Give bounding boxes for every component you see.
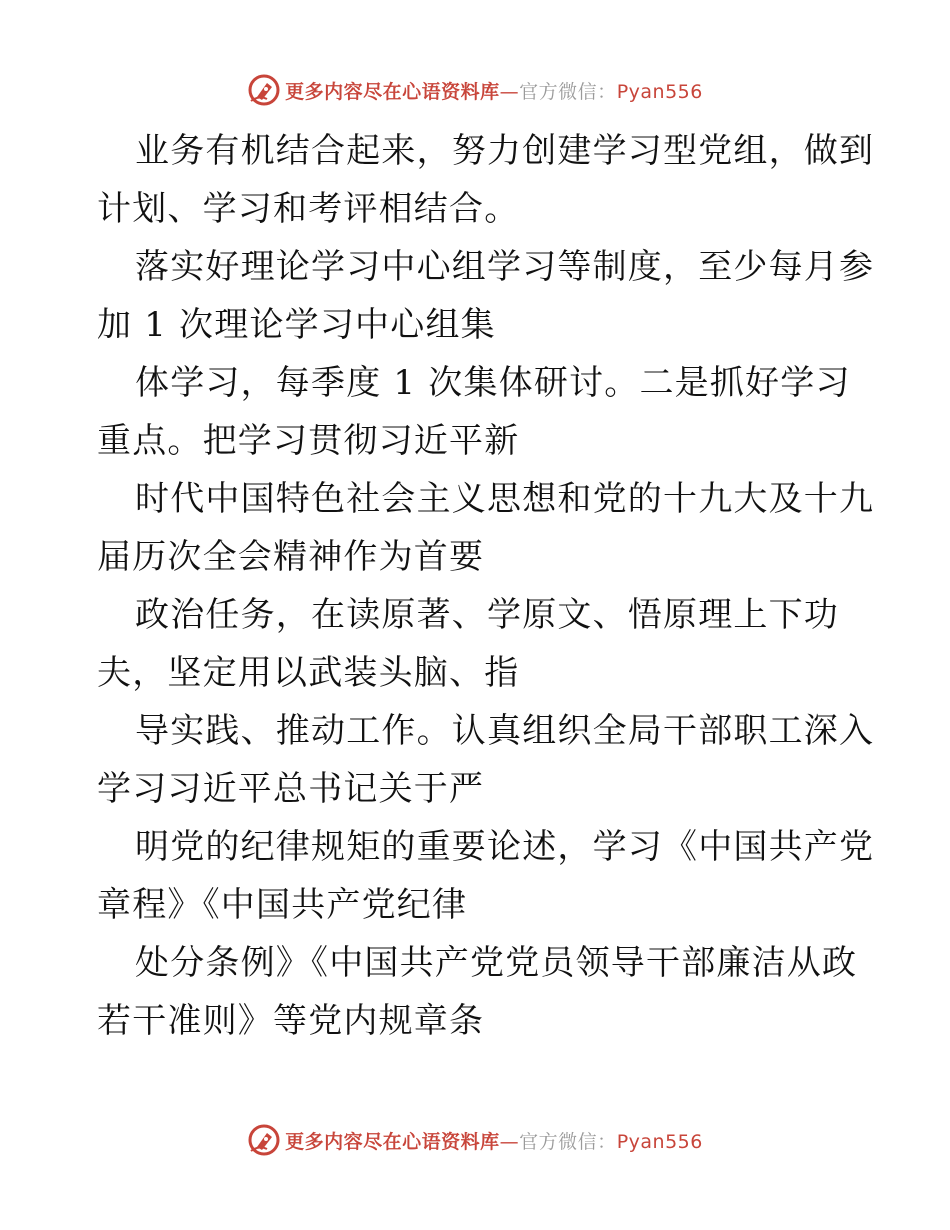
body-text-line: 落实好理论学习中心组学习等制度，至少每月参 xyxy=(135,247,875,287)
body-text-line: 学习习近平总书记关于严 xyxy=(97,769,485,809)
body-text-line: 时代中国特色社会主义思想和党的十九大及十九 xyxy=(135,479,875,519)
header-banner-text xyxy=(285,77,703,104)
footer-banner-main-text: 更多内容尽在心语资料库 xyxy=(285,1130,500,1153)
body-text-line: 处分条例》《中国共产党党员领导干部廉洁从政 xyxy=(135,943,858,983)
footer-banner-wechat-handle: Pyan556 xyxy=(616,1130,703,1153)
header-banner xyxy=(0,70,950,110)
header-banner-wechat-label: 官方微信： xyxy=(519,80,617,103)
footer-banner xyxy=(0,1120,950,1160)
body-text-line: 若干准则》等党内规章条 xyxy=(97,1001,485,1041)
body-text-line: 体学习，每季度 1 次集体研讨。二是抓好学习 xyxy=(135,363,851,403)
pen-nib-logo-icon xyxy=(247,1123,281,1157)
body-text-line: 章程》《中国共产党纪律 xyxy=(97,885,468,925)
body-text-line: 政治任务，在读原著、学原文、悟原理上下功 xyxy=(135,595,839,635)
header-banner-wechat-handle: Pyan556 xyxy=(616,80,703,103)
header-banner-main-text: 更多内容尽在心语资料库 xyxy=(285,80,500,103)
body-text-line: 重点。把学习贯彻习近平新 xyxy=(97,421,520,461)
body-text-line: 明党的纪律规矩的重要论述，学习《中国共产党 xyxy=(135,827,875,867)
body-text-line: 计划、学习和考评相结合。 xyxy=(97,189,520,229)
body-text-line: 加 1 次理论学习中心组集 xyxy=(97,305,496,345)
footer-banner-dash: — xyxy=(499,1130,520,1153)
document-body xyxy=(97,122,875,1050)
body-text-line: 业务有机结合起来，努力创建学习型党组，做到 xyxy=(135,131,875,171)
header-banner-dash: — xyxy=(499,80,520,103)
footer-banner-text xyxy=(285,1127,703,1154)
footer-banner-wechat-label: 官方微信： xyxy=(519,1130,617,1153)
body-text-line: 导实践、推动工作。认真组织全局干部职工深入 xyxy=(135,711,875,751)
pen-nib-logo-icon xyxy=(247,73,281,107)
body-text-line: 夫，坚定用以武装头脑、指 xyxy=(97,653,520,693)
body-text-line: 届历次全会精神作为首要 xyxy=(97,537,485,577)
